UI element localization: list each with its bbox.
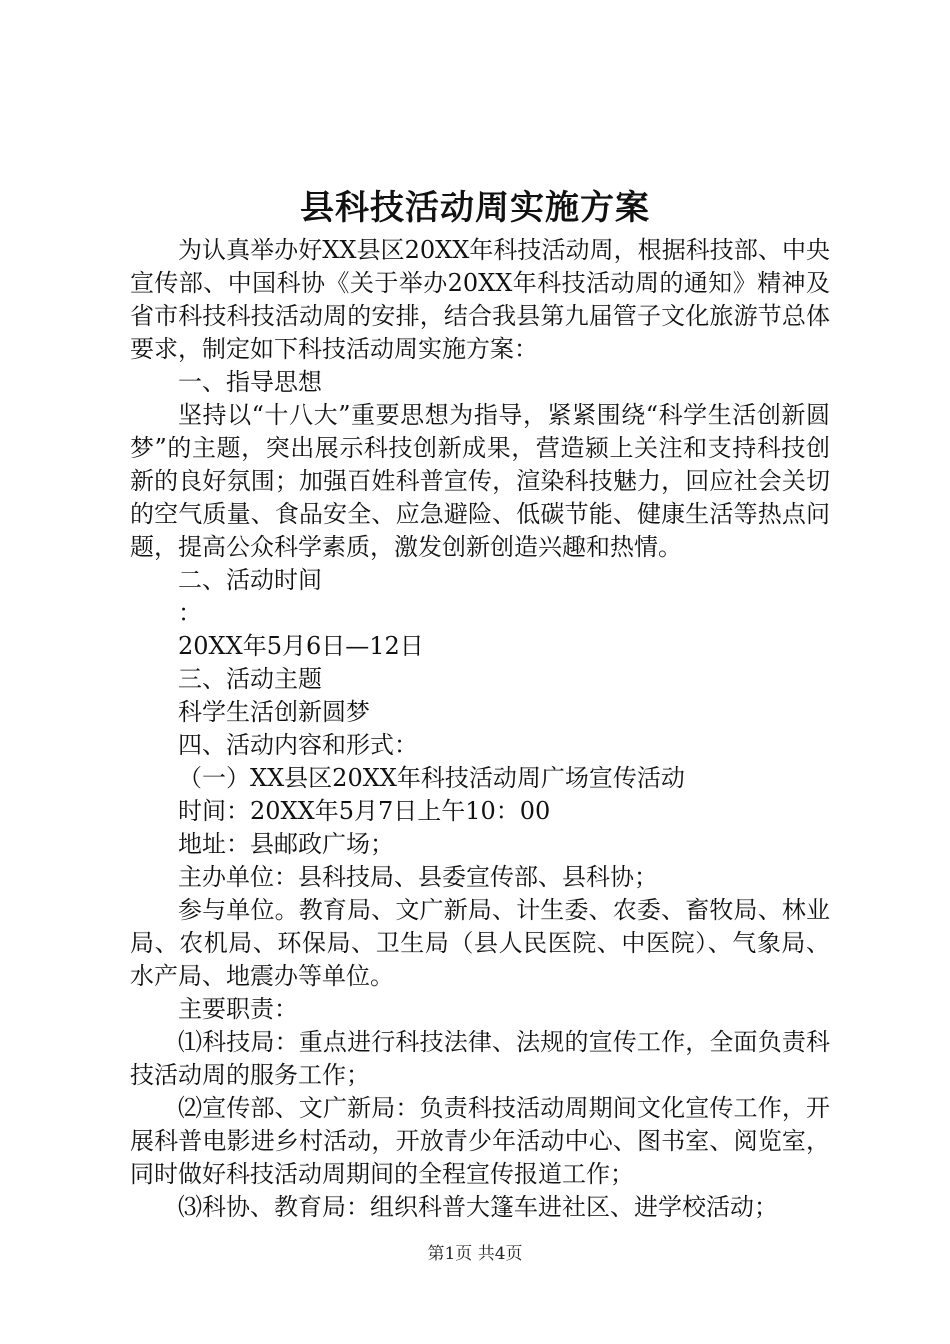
paragraph: 20XX年5月6日—12日 (178, 632, 424, 660)
paragraph: 时间：20XX年5月7日上午10：00 (178, 797, 551, 825)
document-title: 县科技活动周实施方案 (300, 188, 650, 228)
paragraph: 主办单位：县科技局、县委宣传部、县科协； (178, 863, 658, 891)
paragraph: ⑴科技局：重点进行科技法律、法规的宣传工作，全面负责科技活动周的服务工作； (130, 1028, 830, 1089)
paragraph: 主要职责： (178, 995, 298, 1023)
paragraph: 二、活动时间 (178, 566, 322, 594)
page-footer: 第1页 共4页 (427, 1244, 523, 1264)
paragraph: ： (178, 599, 202, 627)
paragraph: 四、活动内容和形式： (178, 731, 418, 759)
paragraph: （一）XX县区20XX年科技活动周广场宣传活动 (178, 764, 685, 792)
paragraph: 坚持以“十八大”重要思想为指导，紧紧围绕“科学生活创新圆梦”的主题，突出展示科技创新成果，营造颍上关注和支持科技创新的良好氛围；加强百姓科普宣传，渲染科技魅力，回应社会关切的空气质量、食品安全、应急避险、低碳节能、健康生活等热点问题，提高公众科学素质，激发创新创造兴趣和热情。 (130, 401, 830, 561)
document-body (130, 234, 830, 1224)
paragraph: ⑵宣传部、文广新局：负责科技活动周期间文化宣传工作，开展科普电影进乡村活动，开放青少年活动中心、图书室、阅览室，同时做好科技活动周期间的全程宣传报道工作； (130, 1094, 830, 1188)
paragraph: 参与单位。教育局、文广新局、计生委、农委、畜牧局、林业局、农机局、环保局、卫生局（县人民医院、中医院）、气象局、水产局、地震办等单位。 (130, 896, 830, 990)
paragraph: 为认真举办好XX县区20XX年科技活动周，根据科技部、中央宣传部、中国科协《关于举办20XX年科技活动周的通知》精神及省市科技科技活动周的安排，结合我县第九届管子文化旅游节总体要求，制定如下科技活动周实施方案： (130, 236, 830, 363)
paragraph: 地址：县邮政广场； (178, 830, 394, 858)
paragraph: 三、活动主题 (178, 665, 322, 693)
paragraph: 科学生活创新圆梦 (178, 698, 370, 726)
paragraph: 一、指导思想 (178, 368, 322, 396)
paragraph: ⑶科协、教育局：组织科普大篷车进社区、进学校活动； (178, 1193, 778, 1221)
